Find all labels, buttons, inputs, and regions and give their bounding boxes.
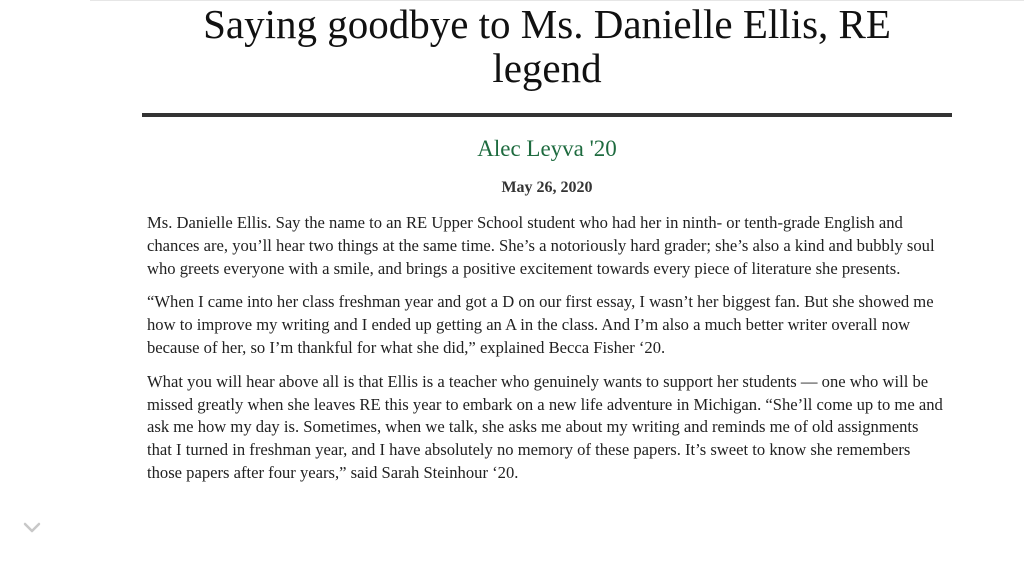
article-body [142,212,947,485]
article-headline: Saying goodbye to Ms. Danielle Ellis, RE legend [203,1,891,91]
publish-date: May 26, 2020 [501,179,593,196]
article [142,0,952,496]
chevron-down-icon[interactable] [22,520,42,536]
paragraph: “When I came into her class freshman year and got a D on our first essay, I wasn’t her biggest fan. But she showed me how to improve my writing and I ended up getting an A in the class. And I’m also a much better writer overall now because of her, so I’m thankful for what she did,” explained Becca Fisher ‘20. [147,292,934,357]
author-byline[interactable]: Alec Leyva '20 [477,136,617,161]
paragraph: Ms. Danielle Ellis. Say the name to an RE Upper School student who had her in ninth- or tenth-grade English and chances are, you’ll hear two things at the same time. She’s a notoriously hard grader; she’s also a kind and bubbly soul who greets everyone with a smile, and brings a positive excitement towards every piece of literature she presents. [147,213,935,278]
paragraph: What you will hear above all is that Ellis is a teacher who genuinely wants to support her students — one who will be missed greatly when she leaves RE this year to embark on a new life adventure in Michigan. “She’ll come up to me and ask me how my day is. Sometimes, when we talk, she asks me about my writing and reminds me of old assignments that I turned in freshman year, and I have absolutely no memory of these papers. It’s sweet to know she remembers those papers after four years,” said Sarah Steinhour ‘20. [147,371,943,482]
headline-divider [142,113,952,117]
